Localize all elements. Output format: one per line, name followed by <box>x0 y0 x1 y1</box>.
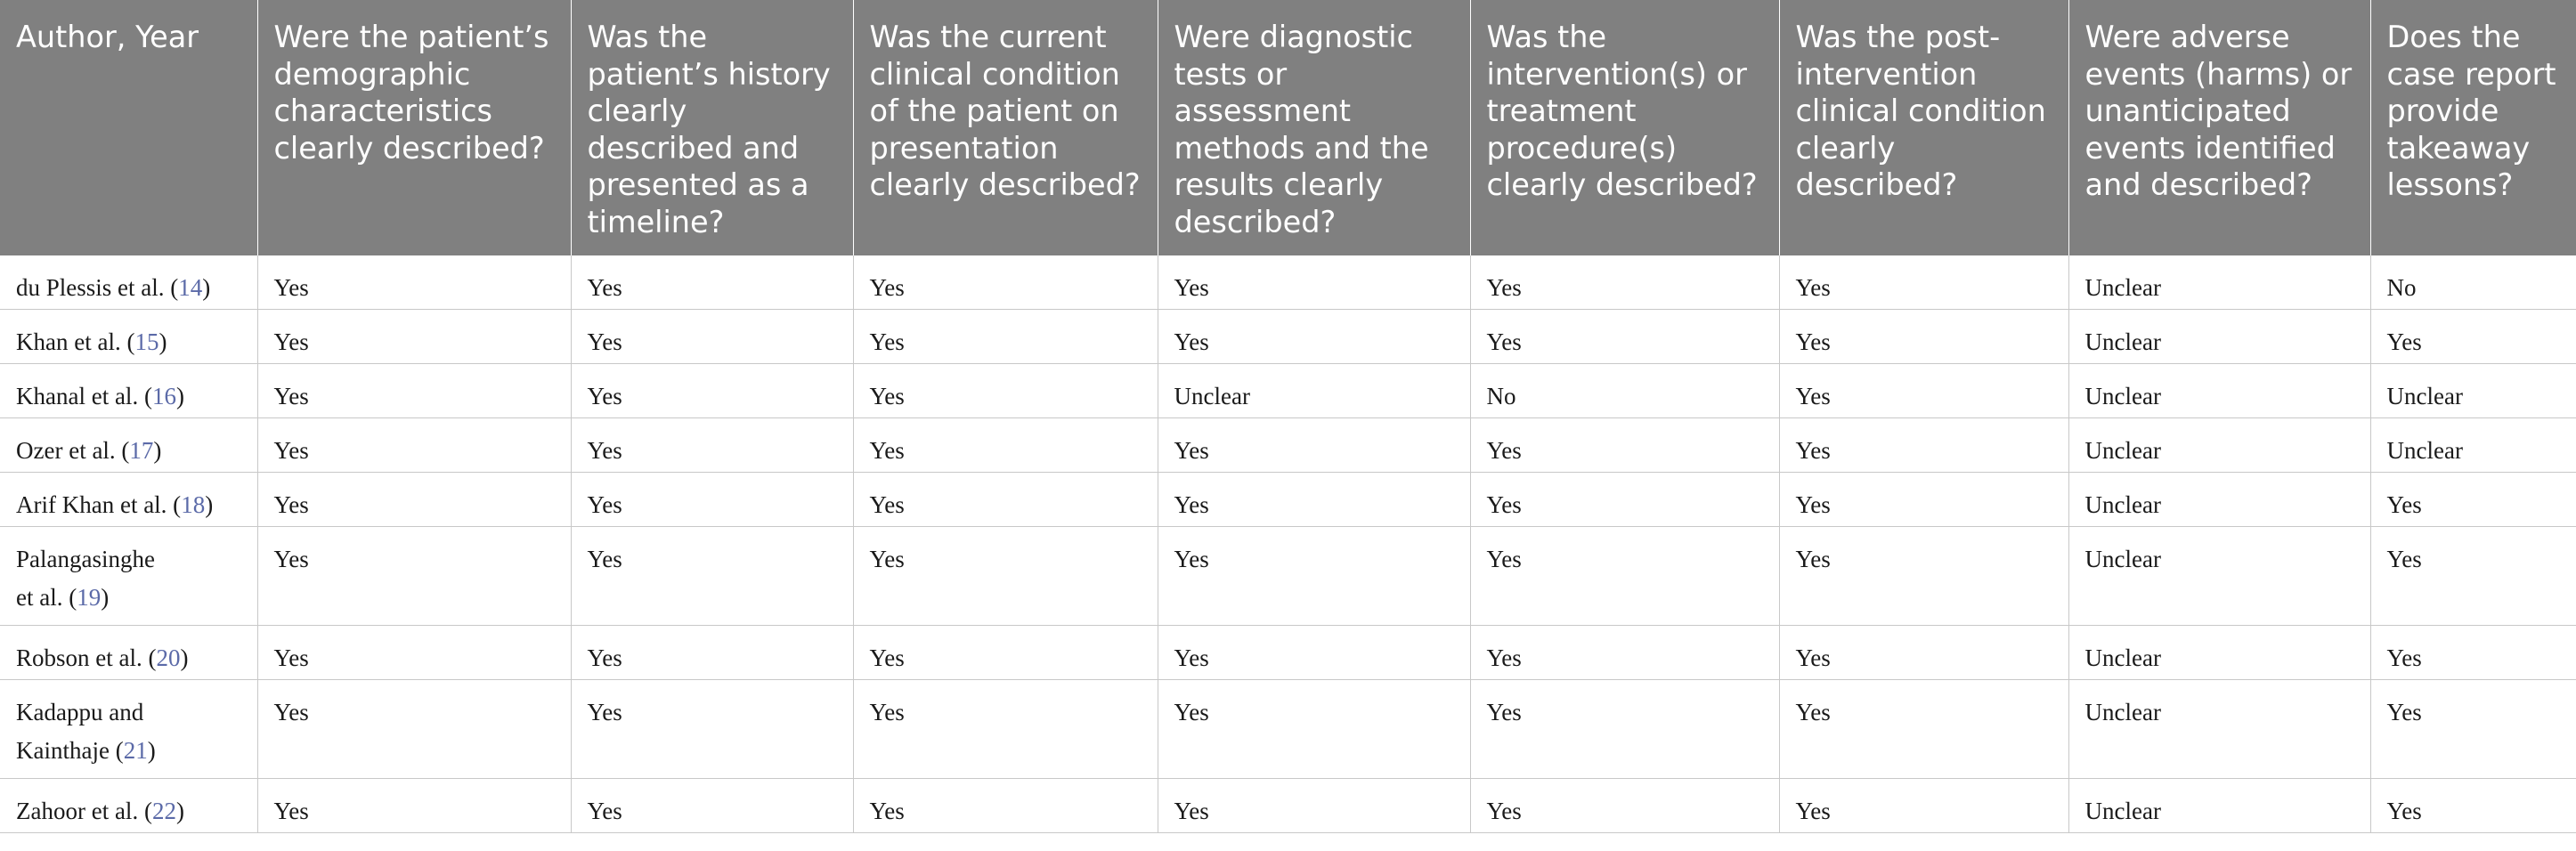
table-cell: Yes <box>2370 310 2576 364</box>
table-cell: Yes <box>1779 626 2068 680</box>
author-cell <box>0 310 257 364</box>
table-cell: Yes <box>571 779 853 833</box>
header-row <box>0 1 2576 255</box>
table-cell: Yes <box>853 680 1158 779</box>
table-cell: Yes <box>1158 626 1470 680</box>
table-cell: Yes <box>571 680 853 779</box>
reference-link[interactable]: 15 <box>134 328 159 355</box>
author-text: Khan et al. ( <box>16 328 135 355</box>
author-text: Robson et al. ( <box>16 644 157 671</box>
table-cell: Yes <box>1779 680 2068 779</box>
header-adverse-events: Were adverse events (harms) or unanticipated events identified and described? <box>2068 1 2370 255</box>
header-demographics: Were the patient’s demographic characteristics clearly described? <box>257 1 571 255</box>
reference-link[interactable]: 21 <box>123 737 148 764</box>
author-close: ) <box>101 584 110 611</box>
table-cell: Yes <box>1779 527 2068 626</box>
author-text: et al. ( <box>16 584 77 611</box>
table-cell: Yes <box>257 255 571 310</box>
table-cell: Yes <box>853 418 1158 473</box>
author-cell <box>0 418 257 473</box>
table-cell: Yes <box>853 626 1158 680</box>
header-diagnostic-tests: Were diagnostic tests or assessment methods and the results clearly described? <box>1158 1 1470 255</box>
author-cell <box>0 473 257 527</box>
header-clinical-condition: Was the current clinical condition of the patient on presentation clearly described? <box>853 1 1158 255</box>
table-cell: Yes <box>257 680 571 779</box>
table-cell: Unclear <box>2068 626 2370 680</box>
table-cell: Yes <box>571 626 853 680</box>
table-cell: Yes <box>571 473 853 527</box>
table-row <box>0 527 2576 626</box>
table-cell: Yes <box>571 310 853 364</box>
author-cell <box>0 779 257 833</box>
table-cell: Unclear <box>2068 779 2370 833</box>
author-close: ) <box>147 737 156 764</box>
reference-link[interactable]: 22 <box>151 798 176 824</box>
author-cell <box>0 680 257 779</box>
table-cell: Yes <box>1779 473 2068 527</box>
reference-link[interactable]: 18 <box>181 491 206 518</box>
author-close: ) <box>205 491 214 518</box>
table-cell: Yes <box>1470 255 1779 310</box>
table-cell: Yes <box>257 364 571 418</box>
table-cell: Yes <box>853 255 1158 310</box>
table-cell: Unclear <box>2370 418 2576 473</box>
table-cell: Yes <box>853 473 1158 527</box>
author-close: ) <box>175 798 184 824</box>
table-body <box>0 255 2576 833</box>
table-cell: Yes <box>1470 527 1779 626</box>
table-row <box>0 310 2576 364</box>
author-cell <box>0 527 257 626</box>
table-cell: Yes <box>1470 310 1779 364</box>
table-cell: Yes <box>1779 779 2068 833</box>
table-cell: Unclear <box>2068 473 2370 527</box>
table-cell: No <box>1470 364 1779 418</box>
author-text: Zahoor et al. ( <box>16 798 152 824</box>
table-cell: Yes <box>571 527 853 626</box>
table-cell: Yes <box>1158 255 1470 310</box>
reference-link[interactable]: 16 <box>151 383 176 409</box>
header-post-intervention: Was the post-intervention clinical condition clearly described? <box>1779 1 2068 255</box>
author-close: ) <box>158 328 167 355</box>
author-text-line1: Palangasinghe <box>16 546 155 572</box>
author-text: Arif Khan et al. ( <box>16 491 182 518</box>
table-row <box>0 473 2576 527</box>
author-text: du Plessis et al. ( <box>16 273 179 301</box>
author-close: ) <box>202 273 211 301</box>
table-row <box>0 626 2576 680</box>
table-cell: Yes <box>1779 255 2068 310</box>
author-close: ) <box>153 437 162 464</box>
table-cell: Yes <box>571 364 853 418</box>
table-cell: No <box>2370 255 2576 310</box>
table-cell: Yes <box>2370 626 2576 680</box>
table-row <box>0 418 2576 473</box>
table-cell: Yes <box>1779 310 2068 364</box>
table-row <box>0 779 2576 833</box>
table-cell: Yes <box>2370 527 2576 626</box>
table-cell: Yes <box>853 779 1158 833</box>
table-cell: Unclear <box>2068 418 2370 473</box>
table-cell: Yes <box>2370 680 2576 779</box>
table-cell: Yes <box>1470 473 1779 527</box>
table-cell: Yes <box>2370 779 2576 833</box>
table-cell: Yes <box>2370 473 2576 527</box>
author-text-line1: Kadappu and <box>16 699 144 725</box>
header-author-year: Author, Year <box>0 1 257 255</box>
table-cell: Unclear <box>2068 680 2370 779</box>
table-cell: Unclear <box>2068 310 2370 364</box>
author-cell <box>0 255 257 310</box>
table-row <box>0 364 2576 418</box>
table-header <box>0 1 2576 255</box>
table-cell: Yes <box>257 418 571 473</box>
table-cell: Yes <box>1158 527 1470 626</box>
table-cell: Yes <box>257 310 571 364</box>
author-cell <box>0 626 257 680</box>
author-cell <box>0 364 257 418</box>
reference-link[interactable]: 19 <box>77 584 102 611</box>
table-cell: Unclear <box>2370 364 2576 418</box>
table-row <box>0 255 2576 310</box>
table-cell: Yes <box>853 364 1158 418</box>
author-close: ) <box>180 644 189 671</box>
reference-link[interactable]: 14 <box>178 273 203 301</box>
table-cell: Yes <box>1470 626 1779 680</box>
table-cell: Yes <box>1470 418 1779 473</box>
table-cell: Unclear <box>2068 527 2370 626</box>
table-cell: Yes <box>257 626 571 680</box>
table-cell: Unclear <box>2068 364 2370 418</box>
reference-link[interactable]: 20 <box>156 644 181 671</box>
table-cell: Yes <box>257 473 571 527</box>
table-cell: Yes <box>257 527 571 626</box>
table-cell: Yes <box>853 310 1158 364</box>
table-cell: Yes <box>257 779 571 833</box>
author-close: ) <box>175 383 184 409</box>
table-cell: Yes <box>1470 680 1779 779</box>
table-cell: Yes <box>1470 779 1779 833</box>
table-cell: Yes <box>1779 418 2068 473</box>
table-cell: Yes <box>853 527 1158 626</box>
author-text: Kainthaje ( <box>16 737 124 764</box>
table-cell: Yes <box>1158 418 1470 473</box>
table-cell: Yes <box>571 255 853 310</box>
header-takeaway-lessons: Does the case report provide takeaway lessons? <box>2370 1 2576 255</box>
table-cell: Yes <box>1158 473 1470 527</box>
header-history-timeline: Was the patient’s history clearly described and presented as a timeline? <box>571 1 853 255</box>
reference-link[interactable]: 17 <box>129 437 154 464</box>
table-cell: Unclear <box>1158 364 1470 418</box>
table-row <box>0 680 2576 779</box>
table-cell: Yes <box>1158 680 1470 779</box>
author-text: Ozer et al. ( <box>16 437 130 464</box>
table-cell: Yes <box>1158 310 1470 364</box>
header-intervention: Was the intervention(s) or treatment procedure(s) clearly described? <box>1470 1 1779 255</box>
table-cell: Yes <box>1158 779 1470 833</box>
table-cell: Yes <box>1779 364 2068 418</box>
author-text: Khanal et al. ( <box>16 383 152 409</box>
table-cell: Unclear <box>2068 255 2370 310</box>
table-cell: Yes <box>571 418 853 473</box>
